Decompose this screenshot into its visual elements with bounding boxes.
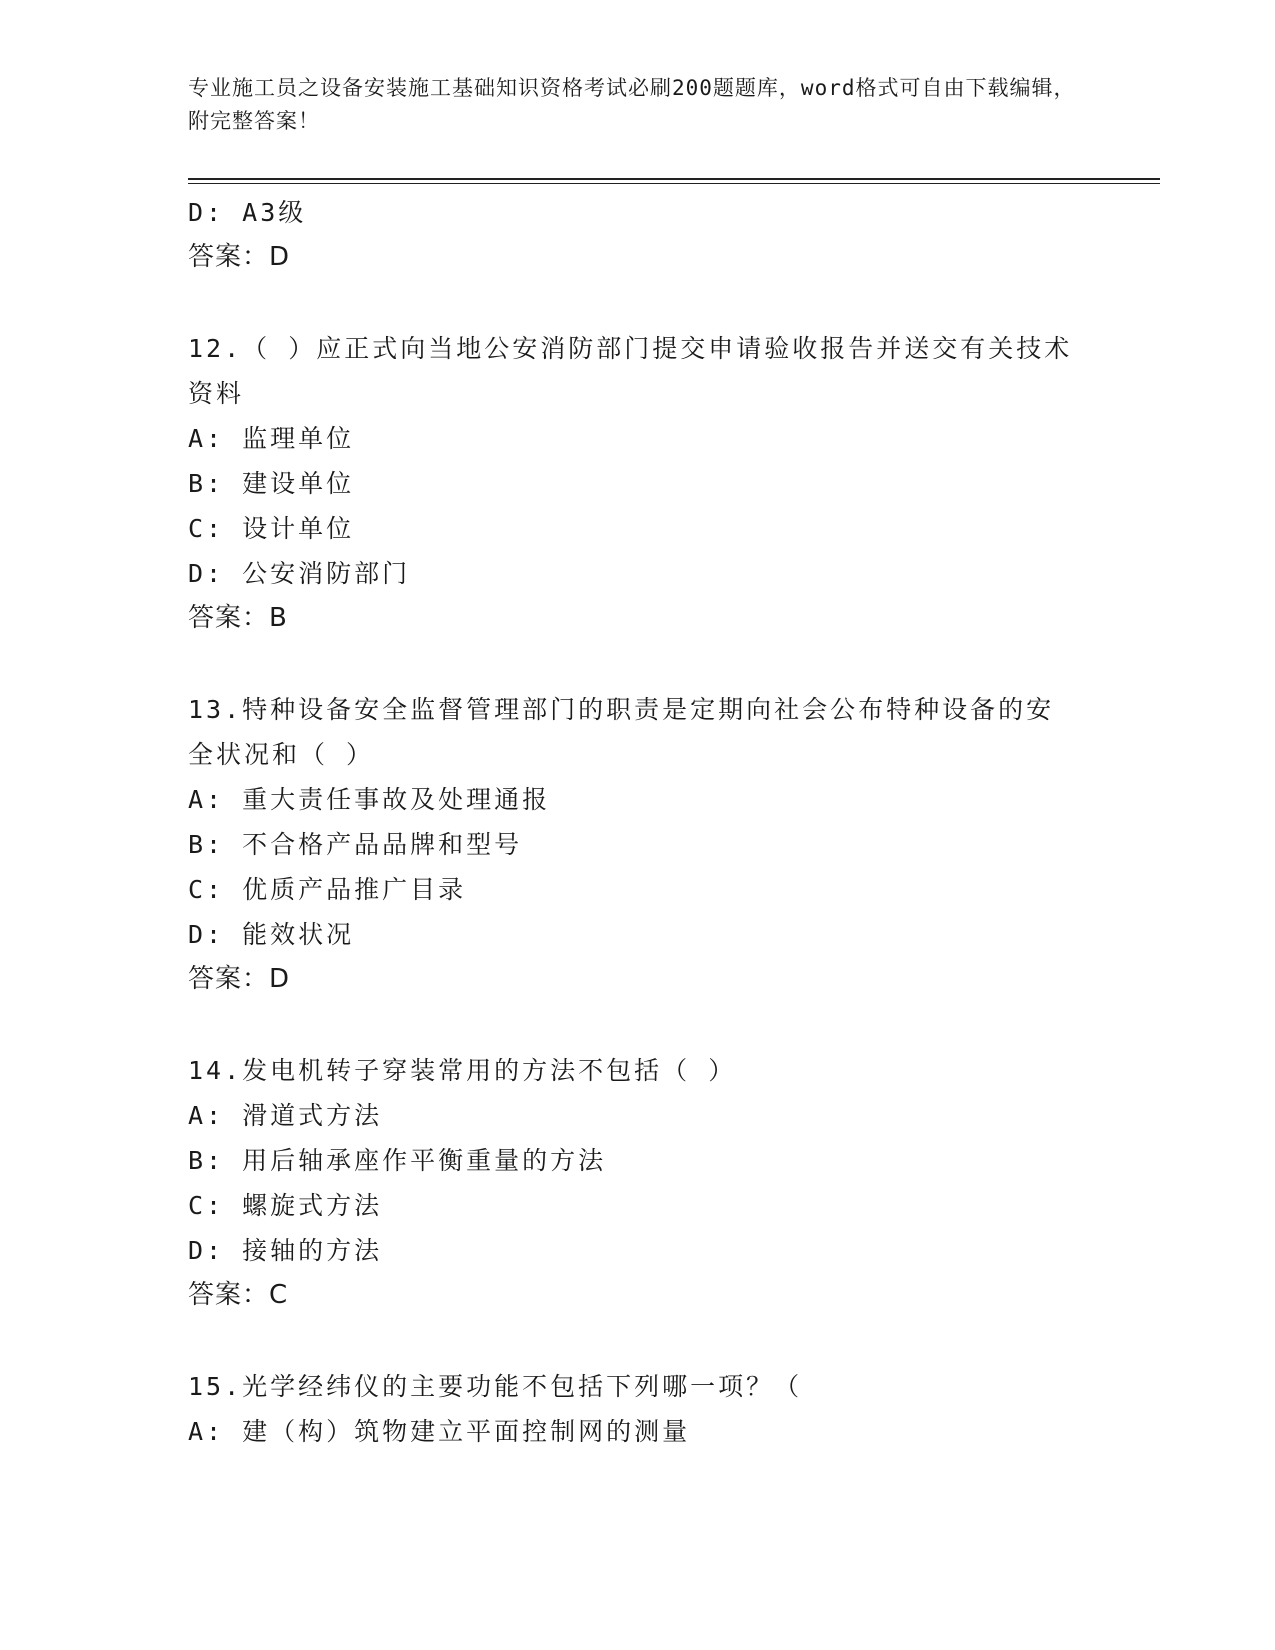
- answer: 答案：D: [188, 964, 291, 994]
- question-content: [188, 190, 1088, 1454]
- option-d: D: 能效状况: [188, 920, 355, 949]
- answer: 答案：B: [188, 603, 288, 633]
- option-b: B: 建设单位: [188, 469, 355, 498]
- answer: 答案：C: [188, 1280, 289, 1310]
- option-a: A: 建（构）筑物建立平面控制网的测量: [188, 1417, 691, 1446]
- answer: 答案：D: [188, 242, 291, 272]
- header-rule-thick: [188, 178, 1160, 180]
- question-13: [188, 687, 1088, 1002]
- spacer: [188, 1318, 1088, 1364]
- option-b: B: 不合格产品品牌和型号: [188, 830, 523, 859]
- question-stem: 14.发电机转子穿装常用的方法不包括（ ）: [188, 1056, 737, 1085]
- header-rule-thin: [188, 183, 1160, 184]
- question-stem: 15.光学经纬仪的主要功能不包括下列哪一项？（: [188, 1372, 803, 1401]
- question-15: [188, 1364, 1088, 1454]
- spacer: [188, 641, 1088, 687]
- option-a: A: 重大责任事故及处理通报: [188, 785, 551, 814]
- spacer: [188, 280, 1088, 326]
- option-d: D: 接轴的方法: [188, 1236, 383, 1265]
- spacer: [188, 1002, 1088, 1048]
- option-b: B: 用后轴承座作平衡重量的方法: [188, 1146, 607, 1175]
- option-a: A: 监理单位: [188, 424, 355, 453]
- question-stem: 12.（ ）应正式向当地公安消防部门提交申请验收报告并送交有关技术资料: [188, 334, 1073, 408]
- option-c: C: 螺旋式方法: [188, 1191, 383, 1220]
- option-a: A: 滑道式方法: [188, 1101, 383, 1130]
- question-12: [188, 326, 1088, 641]
- document-header: [188, 72, 1088, 138]
- option-d: D: A3级: [188, 198, 307, 227]
- question-14: [188, 1048, 1088, 1318]
- question-stem: 13.特种设备安全监督管理部门的职责是定期向社会公布特种设备的安全状况和（ ）: [188, 695, 1055, 769]
- option-c: C: 设计单位: [188, 514, 355, 543]
- option-c: C: 优质产品推广目录: [188, 875, 467, 904]
- header-title: 专业施工员之设备安装施工基础知识资格考试必刷200题题库，word格式可自由下载编辑，附完整答案！: [188, 76, 1076, 133]
- option-d: D: 公安消防部门: [188, 559, 411, 588]
